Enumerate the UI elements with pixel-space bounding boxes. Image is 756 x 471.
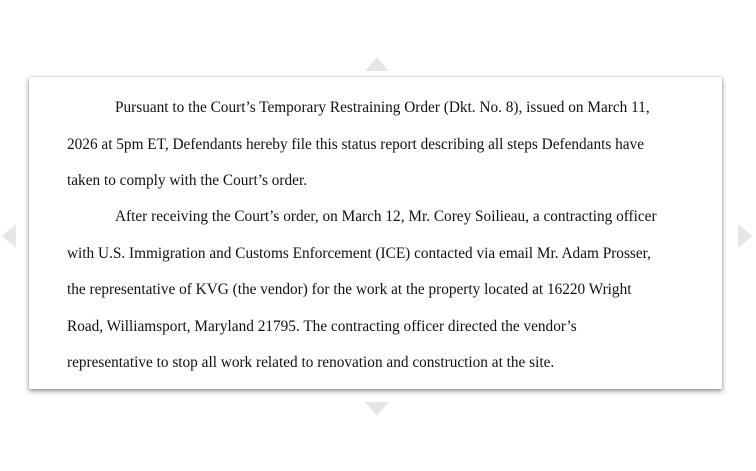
paragraph-line: Road, Williamsport, Maryland 21795. The contracting officer directed the vendor’s <box>67 318 577 335</box>
document-page <box>29 77 722 389</box>
chevron-up-icon[interactable] <box>365 57 389 71</box>
paragraph-line: with U.S. Immigration and Customs Enforcement (ICE) contacted via email Mr. Adam Prosser, <box>67 245 651 262</box>
chevron-down-icon[interactable] <box>365 402 389 416</box>
chevron-left-icon[interactable] <box>2 224 16 248</box>
paragraph-line: representative to stop all work related to renovation and construction at the site. <box>67 354 555 371</box>
paragraph-line: 2026 at 5pm ET, Defendants hereby file this status report describing all steps Defendants have <box>67 136 645 153</box>
paragraph-line: taken to comply with the Court’s order. <box>67 172 308 189</box>
paragraph-line: After receiving the Court’s order, on March 12, Mr. Corey Soilieau, a contracting officer <box>115 208 657 225</box>
paragraph-line: Pursuant to the Court’s Temporary Restraining Order (Dkt. No. 8), issued on March 11, <box>115 99 650 116</box>
paragraph-line: the representative of KVG (the vendor) for the work at the property located at 16220 Wright <box>67 281 632 298</box>
chevron-right-icon[interactable] <box>738 224 752 248</box>
